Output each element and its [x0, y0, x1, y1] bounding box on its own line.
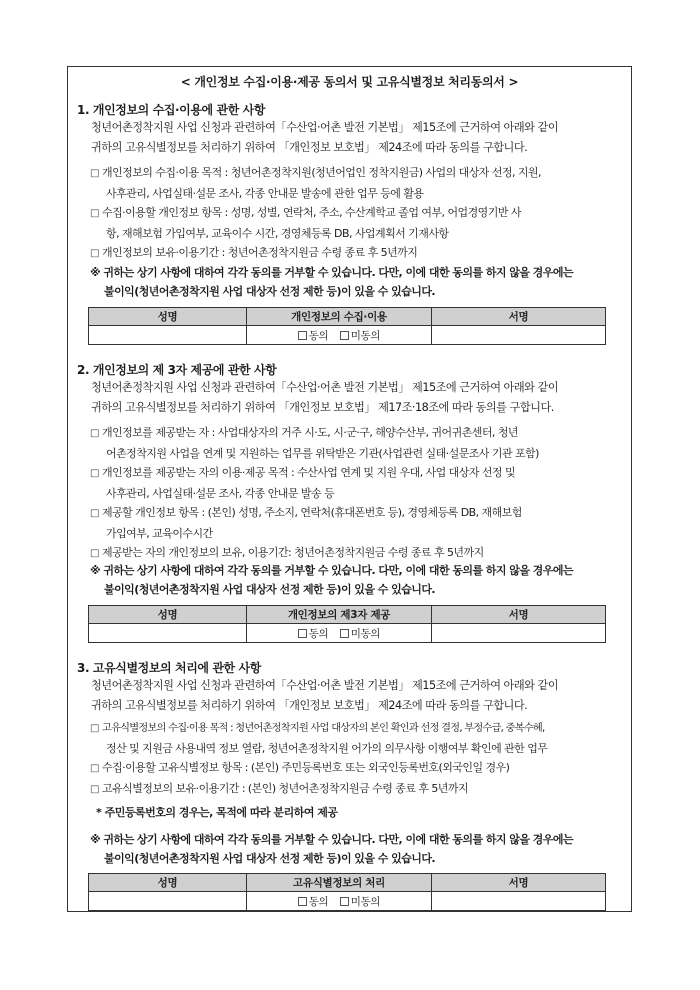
list-item-cont: 항, 재해보험 가입여부, 교육이수 시간, 경영체등록 DB, 사업계획서 기재사항 — [106, 226, 449, 240]
signature-field[interactable] — [432, 624, 606, 643]
list-item: □ 제공받는 자의 개인정보의 보유, 이용기간: 청년어촌정착지원금 수령 종료 후 5년까지 — [90, 543, 625, 564]
signature-field[interactable] — [432, 892, 606, 911]
signature-field[interactable] — [432, 326, 606, 345]
disagree-option[interactable]: 미동의 — [340, 896, 381, 908]
list-item: □ 제공할 개인정보 항목 : (본인) 성명, 주소지, 연락처(휴대폰번호 등), 경영체등록 DB, 재해보험 — [90, 503, 625, 524]
square-bullet-icon: □ — [90, 248, 99, 259]
checkbox-icon[interactable] — [340, 629, 349, 638]
section-3-heading: 3. 고유식별정보의 처리에 관한 사항 — [77, 661, 261, 675]
section-2-consent-table — [88, 605, 606, 643]
disagree-option[interactable]: 미동의 — [340, 330, 381, 342]
agree-option[interactable]: 동의 — [298, 896, 329, 908]
notice-line: ※ 귀하는 상기 사항에 대하여 각각 동의를 거부할 수 있습니다. 다만, 이에 대한 동의를 하지 않을 경우에는 — [90, 564, 573, 577]
section-3-intro — [91, 676, 621, 715]
section-3-notice — [90, 830, 625, 868]
signature-header: 서명 — [432, 308, 606, 326]
name-header: 성명 — [89, 874, 247, 892]
square-bullet-icon: □ — [90, 428, 99, 439]
consent-header: 고유식별정보의 처리 — [247, 874, 432, 892]
list-item-cont: 정산 및 지원금 사용내역 정보 열람, 청년어촌정착지원 어가의 의무사항 이행여부 확인에 관한 업무 — [106, 741, 548, 755]
list-item: □ 개인정보를 제공받는 자의 이용·제공 목적 : 수산사업 연계 및 지원 우대, 사업 대상자 선정 및 — [90, 463, 625, 484]
checkbox-icon[interactable] — [340, 897, 349, 906]
intro-line: 귀하의 고유식별정보를 처리하기 위하여 「개인정보 보호법」 제24조에 따라 동의를 구합니다. — [91, 140, 528, 154]
notice-line: ※ 귀하는 상기 사항에 대하여 각각 동의를 거부할 수 있습니다. 다만, 이에 대한 동의를 하지 않을 경우에는 — [90, 833, 573, 846]
square-bullet-icon: □ — [90, 548, 99, 559]
list-item-cont: 사후관리, 사업실태·설문 조사, 각종 안내문 발송 등 — [106, 486, 335, 500]
list-item-cont: 어촌정착지원 사업을 연계 및 지원하는 업무를 위탁받은 기관(사업관련 실태·설문조사 기관 포함) — [106, 446, 539, 460]
intro-line: 귀하의 고유식별정보를 처리하기 위하여 「개인정보 보호법」 제17조·18조에 따라 동의를 구합니다. — [91, 400, 554, 414]
section-2-notice — [90, 561, 625, 599]
list-item: □ 고유식별정보의 수집·이용 목적 : 청년어촌정착지원 사업 대상자의 본인 확인과 선정 결정, 부정수급, 중복수혜, — [90, 719, 625, 739]
section-1-items — [90, 163, 625, 264]
section-1-consent-table — [88, 307, 606, 345]
checkbox-icon[interactable] — [298, 897, 307, 906]
signature-header: 서명 — [432, 874, 606, 892]
signature-header: 서명 — [432, 606, 606, 624]
list-item: □ 개인정보의 보유·이용기간 : 청년어촌정착지원금 수령 종료 후 5년까지 — [90, 243, 625, 264]
section-1-notice — [90, 263, 625, 301]
list-item: □ 개인정보의 수집·이용 목적 : 청년어촌정착지원(청년어업인 정착지원금) 사업의 대상자 선정, 지원, — [90, 163, 625, 184]
consent-options — [247, 326, 432, 345]
list-item: □ 고유식별정보의 보유·이용기간 : (본인) 청년어촌정착지원금 수령 종료 후 5년까지 — [90, 779, 625, 800]
agree-option[interactable]: 동의 — [298, 330, 329, 342]
name-header: 성명 — [89, 308, 247, 326]
list-item: □ 개인정보를 제공받는 자 : 사업대상자의 거주 시·도, 시·군·구, 해양수산부, 귀어귀촌센터, 청년 — [90, 423, 625, 444]
square-bullet-icon: □ — [90, 208, 99, 219]
square-bullet-icon: □ — [90, 168, 99, 179]
square-bullet-icon: □ — [90, 783, 99, 795]
document-title: < 개인정보 수집·이용·제공 동의서 및 고유식별정보 처리동의서 > — [180, 75, 519, 89]
square-bullet-icon: □ — [90, 508, 99, 519]
intro-line: 귀하의 고유식별정보를 처리하기 위하여 「개인정보 보호법」 제24조에 따라 동의를 구합니다. — [91, 698, 528, 712]
section-1-intro — [91, 118, 621, 157]
agree-option[interactable]: 동의 — [298, 628, 329, 640]
consent-form-frame — [67, 66, 632, 912]
section-2-heading: 2. 개인정보의 제 3자 제공에 관한 사항 — [77, 363, 277, 377]
list-item-cont: 가입여부, 교육이수시간 — [106, 526, 213, 540]
name-field[interactable] — [89, 624, 247, 643]
consent-options — [247, 624, 432, 643]
disagree-option[interactable]: 미동의 — [340, 628, 381, 640]
notice-line: 불이익(청년어촌정착지원 사업 대상자 선정 제한 등)이 있을 수 있습니다. — [104, 583, 436, 596]
list-item-cont: 사후관리, 사업실태·설문 조사, 각종 안내문 발송에 관한 업무 등에 활용 — [106, 186, 424, 200]
intro-line: 청년어촌정착지원 사업 신청과 관련하여「수산업·어촌 발전 기본법」 제15조에 근거하여 아래와 같이 — [91, 121, 559, 134]
intro-line: 청년어촌정착지원 사업 신청과 관련하여「수산업·어촌 발전 기본법」 제15조에 근거하여 아래와 같이 — [91, 679, 559, 692]
section-2-intro — [91, 378, 621, 417]
consent-options — [247, 892, 432, 911]
section-3-footnote: * 주민등록번호의 경우는, 목적에 따라 분리하여 제공 — [96, 806, 338, 819]
intro-line: 청년어촌정착지원 사업 신청과 관련하여「수산업·어촌 발전 기본법」 제15조에 근거하여 아래와 같이 — [91, 381, 559, 394]
section-3-consent-table — [88, 873, 606, 911]
list-item: □ 수집·이용할 고유식별정보 항목 : (본인) 주민등록번호 또는 외국인등록번호(외국인일 경우) — [90, 758, 625, 779]
name-header: 성명 — [89, 606, 247, 624]
notice-line: ※ 귀하는 상기 사항에 대하여 각각 동의를 거부할 수 있습니다. 다만, 이에 대한 동의를 하지 않을 경우에는 — [90, 266, 573, 279]
square-bullet-icon: □ — [90, 723, 99, 734]
checkbox-icon[interactable] — [340, 331, 349, 340]
notice-line: 불이익(청년어촌정착지원 사업 대상자 선정 제한 등)이 있을 수 있습니다. — [104, 285, 436, 298]
list-item: □ 수집·이용할 개인정보 항목 : 성명, 성별, 연락처, 주소, 수산계학교 졸업 여부, 어업경영기반 사 — [90, 203, 625, 224]
square-bullet-icon: □ — [90, 763, 99, 774]
checkbox-icon[interactable] — [298, 331, 307, 340]
square-bullet-icon: □ — [90, 468, 99, 479]
checkbox-icon[interactable] — [298, 629, 307, 638]
notice-line: 불이익(청년어촌정착지원 사업 대상자 선정 제한 등)이 있을 수 있습니다. — [104, 852, 436, 865]
consent-header: 개인정보의 수집·이용 — [247, 308, 432, 326]
name-field[interactable] — [89, 326, 247, 345]
section-2-items — [90, 423, 625, 564]
section-1-heading: 1. 개인정보의 수집·이용에 관한 사항 — [77, 103, 266, 117]
name-field[interactable] — [89, 892, 247, 911]
section-3-items — [90, 719, 625, 799]
consent-header: 개인정보의 제3자 제공 — [247, 606, 432, 624]
